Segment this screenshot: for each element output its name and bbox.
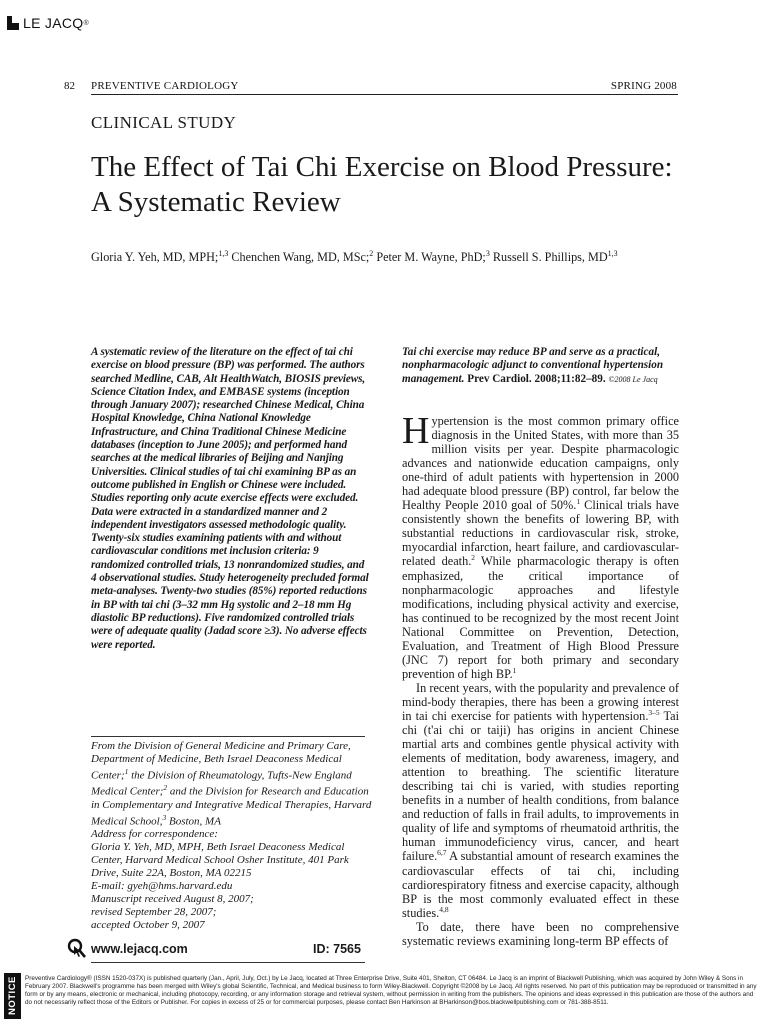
affiliation-text: the Division of Rheumatology, Tufts-New England Medical Center;	[91, 769, 352, 799]
citation-mark: 4,8	[439, 904, 449, 914]
abstract: A systematic review of the literature on the effect of tai chi exercise on blood pressure (BP) was performed. The authors searched Medline, CAB, Alt HealthWatch, BIOSIS previews, Science Citation Index, and EMBASE systems (inception through January 2007); researched Chinese Medical, China Hospital Knowledge, China National Knowledge Infrastructure, and China Traditional Chinese Medicine databases (inception to June 2005); and performed hand searches at the medical libraries of Beijing and Nanjing Universities. Clinical studies of tai chi examining BP as an outcome published in English or Chinese were included. Studies reporting only acute exercise effects were excluded. Data were extracted in a standardized manner and 2 independent investigators assessed methodologic quality. Twenty-six studies examining patients with and without cardiovascular conditions met inclusion criteria: 9 randomized controlled trials, 13 nonrandomized studies, and 4 observational studies. Study heterogeneity precluded formal meta-analyses. Twenty-two studies (85%) reported reductions in BP with tai chi (3–32 mm Hg systolic and 2–18 mm Hg diastolic BP reductions). Five randomized controlled trials were of adequate quality (Jadad score ≥3). No adverse effects were reported.	[91, 346, 369, 651]
website-link[interactable]: www.lejacq.com	[91, 942, 188, 956]
body-paragraph	[402, 681, 679, 920]
le-jacq-logo-mark-icon	[7, 16, 19, 30]
web-bar-rule	[91, 962, 365, 963]
citation-mark: 2	[471, 553, 476, 563]
correspondence-email[interactable]: E-mail: gyeh@hms.harvard.edu	[91, 880, 233, 893]
accepted-date: accepted October 9, 2007	[91, 918, 205, 931]
author-affiliation-mark: 1,3	[218, 249, 229, 258]
affiliation-text: From the Division of General Medicine and Primary Care, Department of Medicine, Beth Israel Deaconess Medical Center;	[91, 740, 351, 782]
author-name: Gloria Y. Yeh, MD, MPH;	[91, 250, 219, 265]
body-text-run: While pharmacologic therapy is often emphasized, the critical importance of nonpharmacologic approaches and lifestyle modifications, including physical activity and exercise, has continued to be recognized by the most recent Joint National Committee on Prevention, Detection, Evaluation, and Treatment of High Blood Pressure (JNC 7) report for both primary and secondary prevention of high BP.	[402, 554, 679, 681]
affiliation-mark: 1	[124, 766, 129, 776]
author-name: Peter M. Wayne, PhD;	[376, 250, 486, 265]
author-affiliation-mark: 2	[369, 249, 374, 258]
author-name: Chenchen Wang, MD, MSc;	[231, 250, 370, 265]
affiliation-block	[91, 740, 376, 932]
affiliation-text: and the Division for Research and Education in Complementary and Integrative Medical Therapies, Harvard Medical School,	[91, 786, 372, 828]
correspondence-label: Address for correspondence:	[91, 828, 218, 841]
notice-label: NOTICE	[7, 976, 18, 1016]
correspondence-address: Gloria Y. Yeh, MD, MPH, Beth Israel Deaconess Medical Center, Harvard Medical School Osher Institute, 401 Park Drive, Suite 22A, Boston, MA 02215	[91, 841, 349, 880]
citation-mark: 3–5	[648, 707, 660, 717]
affiliation-text: Boston, MA	[166, 815, 221, 828]
publisher-logo-text: LE JACQ	[23, 15, 84, 31]
received-date: Manuscript received August 8, 2007;	[91, 892, 254, 905]
web-reference-bar	[67, 938, 367, 960]
author-name: Russell S. Phillips, MD	[492, 250, 608, 265]
summary-copyright: ©2008 Le Jacq	[608, 374, 658, 384]
header-rule	[91, 94, 678, 95]
journal-name: PREVENTIVE CARDIOLOGY	[91, 80, 239, 92]
citation-mark: 1	[512, 665, 517, 675]
magnifier-cursor-icon	[67, 938, 87, 960]
section-label: CLINICAL STUDY	[91, 113, 237, 132]
author-affiliation-mark: 1,3	[607, 249, 618, 258]
page-number: 82	[64, 80, 75, 92]
author-list	[91, 249, 691, 265]
citation-mark: 6,7	[437, 848, 447, 858]
summary-text: Tai chi exercise may reduce BP and serve as a practical, nonpharmacologic adjunct to conventional hypertension management.	[402, 346, 664, 385]
summary-callout	[402, 346, 684, 386]
article-title: The Effect of Tai Chi Exercise on Blood Pressure: A Systematic Review	[91, 151, 673, 218]
publisher-logo	[7, 13, 89, 33]
summary-citation: Prev Cardiol. 2008;11:82–89.	[467, 372, 606, 385]
citation-mark: 1	[576, 497, 581, 507]
copyright-notice: Preventive Cardiology® (ISSN 1520-037X) is published quarterly (Jan., April, July, Oct.) by Le Jacq, located at Three Enterprise Drive, Suite 401, Shelton, CT 06484. Le Jacq is an imprint of Blackwell Publishing, which was acquired by John Wiley & Sons in February 2007. Blackwell's programme has been merged with Wiley's global Scientific, Technical, and Medical business to form Wiley-Blackwell. Copyright ©2008 by Le Jacq. All rights reserved. No part of this publication may be reproduced or transmitted in any form or by any means, electronic or mechanical, including photocopy, recording, or any information storage and retrieval system, without permission in writing from the publishers. The opinions and ideas expressed in this publication are those of the authors and do not necessarily reflect those of the Editors or Publisher. For copies in excess of 25 or for commercial purposes, please contact Ben Harkinson at BHarkinson@bos.blackwellpublishing.com or 781-388-8511.	[25, 975, 757, 1006]
body-text	[402, 410, 679, 948]
affiliation-rule	[91, 736, 365, 737]
affiliation-mark: 2	[163, 783, 168, 793]
body-text-run: In recent years, with the popularity and prevalence of mind-body therapies, there has been a growing interest in tai chi exercise for patients with hypertension.	[402, 680, 679, 723]
drop-cap: H	[402, 410, 430, 452]
body-text-run: A substantial amount of research examines the cardiovascular effects of tai chi, including cardiorespiratory fitness and exercise capacity, although BP is the most commonly evaluated effect in these studies.	[402, 849, 679, 920]
body-paragraph: To date, there have been no comprehensive systematic reviews examining long-term BP effects of	[402, 919, 679, 948]
revised-date: revised September 28, 2007;	[91, 905, 217, 918]
body-text-run: ypertension is the most common primary office diagnosis in the United States, with more than 35 million visits per year. Despite pharmacologic advances and nationwide education campaigns, only one-third of adult patients with hypertension in 2000 had adequate blood pressure (BP) control, far below the Healthy People 2010 goal of 50%.	[402, 414, 679, 513]
body-text-run: Clinical trials have consistently shown the benefits of lowering BP, with substantial reductions in cardiovascular risk, stroke, myocardial infarction, heart failure, and cardiovascular-related death.	[402, 498, 679, 569]
issue-date: SPRING 2008	[610, 80, 677, 92]
body-text-run: Tai chi (t'ai chi or taiji) has origins in ancient Chinese martial arts and combines gentle physical activity with elements of meditation, body awareness, imagery, and attention to breathing. The scientific literature describing tai chi is varied, with studies reporting benefits in a number of health conditions, from balance and reduction of falls in frail adults, to improvements in quality of life and symptoms of rheumatoid arthritis, the human immunodeficiency virus, cancer, and heart failure.	[402, 708, 679, 864]
notice-tab	[4, 973, 21, 1019]
article-id: ID: 7565	[313, 942, 361, 956]
registered-mark: ®	[83, 19, 89, 27]
affiliation-mark: 3	[162, 812, 167, 822]
body-paragraph	[402, 410, 679, 681]
author-affiliation-mark: 3	[485, 249, 490, 258]
